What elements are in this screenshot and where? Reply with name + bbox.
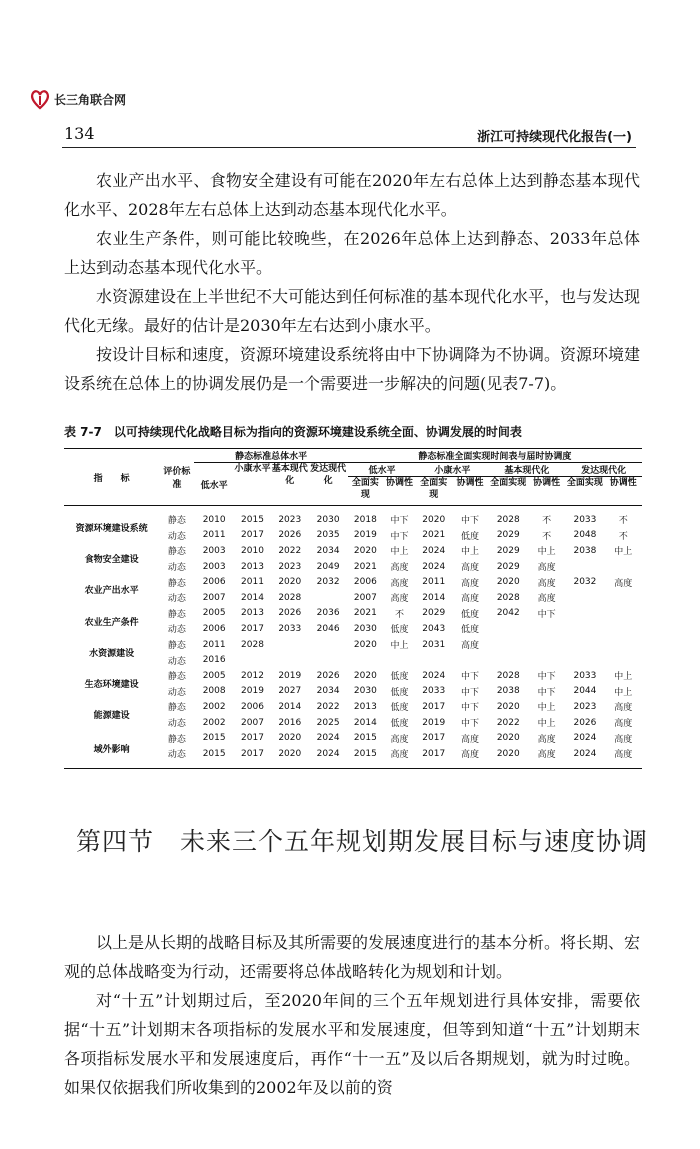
indicator-cell: 水资源建设 [89, 648, 135, 659]
table-cell: 中上 [390, 547, 409, 558]
table-cell: 2011 [241, 577, 264, 588]
table-cell: 2023 [573, 701, 597, 712]
eval-cell: 静态 [167, 609, 186, 620]
table-cell: 2020 [353, 639, 377, 650]
table-cell [605, 559, 642, 575]
table-cell: 2010 [241, 545, 264, 556]
table-cell: 2003 [202, 561, 226, 572]
table-cell: 2022 [316, 701, 340, 712]
table-cell [383, 652, 416, 668]
table-cell: 2024 [316, 748, 340, 759]
table-row [64, 543, 642, 559]
table-cell: 2033 [278, 623, 302, 634]
table-cell: 高度 [390, 563, 409, 574]
table-cell: 高度 [537, 594, 556, 605]
table-row [64, 574, 642, 590]
table-cell: 2044 [573, 686, 597, 697]
table-cell [271, 652, 308, 668]
sub-header-full: 全面实现 [490, 478, 527, 488]
table-cell: 2016 [202, 655, 226, 666]
indicator-cell: 农业生产条件 [84, 617, 139, 628]
table-cell: 2034 [316, 545, 340, 556]
table-cell: 低度 [460, 531, 479, 542]
paragraph: 按设计目标和速度，资源环境建设系统将由中下协调降为不协调。资源环境建设系统在总体上的协调发展仍是一个需要进一步解决的问题(见表7-7)。 [64, 345, 641, 393]
table-cell: 中上 [537, 703, 556, 714]
table-cell: 2049 [316, 561, 340, 572]
table-cell: 2019 [278, 670, 302, 681]
table-cell: 2034 [316, 686, 340, 697]
table-cell: 2026 [278, 530, 302, 541]
table-cell: 2028 [496, 592, 520, 603]
eval-cell: 静态 [167, 734, 186, 745]
table-cell: 中下 [460, 516, 479, 527]
table-cell: 低度 [390, 687, 409, 698]
table-cell [348, 652, 383, 668]
table-cell: 2026 [316, 670, 340, 681]
table-cell [416, 652, 451, 668]
table-cell: 2020 [353, 545, 377, 556]
table-cell: 2029 [496, 530, 520, 541]
table-cell: 2033 [573, 670, 597, 681]
table-cell: 2046 [316, 623, 340, 634]
indicator-cell: 农业产出水平 [84, 586, 139, 597]
table-cell: 中下 [460, 703, 479, 714]
level-header: 低水平 [348, 463, 416, 477]
table-cell: 高度 [537, 734, 556, 745]
table-cell: 2013 [353, 701, 377, 712]
table-cell: 2021 [353, 561, 377, 572]
paragraph: 水资源建设在上半世纪不大可能达到任何标准的基本现代化水平，也与发达现代化无缘。最好的估计是2030年左右达到小康水平。 [64, 287, 641, 335]
table-cell: 2019 [241, 686, 264, 697]
indicator-cell: 能源建设 [93, 711, 130, 722]
table-row [64, 637, 642, 653]
table-cell: 2023 [278, 514, 302, 525]
table-cell [605, 606, 642, 622]
table-cell: 2024 [422, 545, 446, 556]
paragraph: 农业生产条件，则可能比较晚些，在2026年总体上达到静态、2033年总体上达到动态基本现代化水平。 [64, 229, 640, 277]
level-header: 低水平 [200, 480, 228, 491]
table-cell: 高度 [614, 750, 633, 761]
table-cell: 2017 [422, 701, 446, 712]
table-cell: 2011 [202, 639, 226, 650]
eval-cell: 静态 [167, 703, 186, 714]
table-cell: 高度 [460, 734, 479, 745]
section-title: 第四节 未来三个五年规划期发展目标与速度协调 [76, 827, 649, 856]
table-cell: 2048 [573, 530, 597, 541]
table-cell: 2029 [422, 608, 446, 619]
table-cell: 2020 [496, 701, 520, 712]
table-cell: 2015 [353, 748, 377, 759]
table-cell: 2017 [422, 748, 446, 759]
table-cell [489, 652, 528, 668]
table-cell [528, 637, 565, 653]
table-cell: 高度 [537, 563, 556, 574]
table-cell: 中下 [390, 531, 409, 542]
paragraph: 农业产出水平、食物安全建设有可能在2020年左右总体上达到静态基本现代化水平、2028年左右总体上达到动态基本现代化水平。 [64, 171, 640, 219]
table-cell: 中下 [460, 719, 479, 730]
table-cell: 中下 [537, 609, 556, 620]
table-cell: 2033 [422, 686, 446, 697]
table-cell [489, 637, 528, 653]
table-cell: 2042 [496, 608, 520, 619]
table-cell [605, 652, 642, 668]
table-cell: 中上 [390, 641, 409, 652]
table-cell: 中上 [537, 719, 556, 730]
table-cell: 不 [618, 516, 628, 527]
table-cell: 中下 [460, 672, 479, 683]
table-cell: 2015 [353, 733, 377, 744]
sub-header-coord: 协调性 [386, 478, 414, 488]
table-cell: 2014 [278, 701, 302, 712]
running-head: 浙江可持续现代化报告(一) [477, 130, 632, 145]
table-cell: 中上 [614, 672, 633, 683]
eval-cell: 动态 [167, 531, 186, 542]
table-cell: 2020 [496, 577, 520, 588]
table-cell: 2017 [241, 748, 264, 759]
table-cell: 2013 [241, 608, 264, 619]
logo-text: 长三角联合网 [54, 92, 127, 107]
table-cell: 2030 [353, 686, 377, 697]
table-cell: 2020 [278, 748, 302, 759]
table-cell: 2011 [202, 530, 226, 541]
sub-header-full: 全面实现 [566, 478, 603, 488]
table-cell: 2028 [496, 514, 520, 525]
table-cell [528, 621, 565, 637]
table-cell: 低度 [390, 672, 409, 683]
table-cell: 中下 [390, 516, 409, 527]
table-cell: 高度 [460, 750, 479, 761]
table-cell: 2035 [316, 530, 340, 541]
table-cell: 2007 [353, 592, 377, 603]
table-cell: 2020 [278, 733, 302, 744]
eval-cell: 静态 [167, 516, 186, 527]
table-cell: 2024 [573, 733, 597, 744]
sub-header-coord: 协调性 [533, 478, 561, 488]
table-cell [451, 652, 488, 668]
paragraph: 对“十五”计划期过后，至2020年间的三个五年规划进行具体安排，需要依据“十五”计划期末各项指标的发展水平和发展速度，但等到知道“十五”计划期末各项指标发展水平和发展速度后，再作“十一五”及以后各期规划，就为时过晚。如果仅依据我们所收集到的2002年及以前的资 [64, 991, 640, 1097]
table-cell: 2005 [202, 608, 226, 619]
table-cell: 2026 [278, 608, 302, 619]
table-cell [489, 621, 528, 637]
table-cell: 中上 [537, 547, 556, 558]
table-cell: 2033 [573, 514, 597, 525]
table-cell: 高度 [614, 719, 633, 730]
indicator-cell: 资源环境建设系统 [75, 524, 148, 535]
table-cell: 2030 [316, 514, 340, 525]
table-cell: 中下 [537, 687, 556, 698]
table-cell [565, 621, 604, 637]
timetable-table [64, 448, 642, 769]
table-cell: 2019 [353, 530, 377, 541]
table-cell [605, 590, 642, 606]
eval-cell: 动态 [167, 687, 186, 698]
table-cell: 2007 [241, 717, 264, 728]
table-cell: 2011 [422, 577, 446, 588]
table-cell: 2022 [278, 545, 302, 556]
table-cell: 高度 [460, 563, 479, 574]
table-cell: 中下 [537, 672, 556, 683]
table-cell: 2020 [278, 577, 302, 588]
table-cell: 中上 [614, 547, 633, 558]
table-cell [565, 637, 604, 653]
table-cell: 2021 [353, 608, 377, 619]
table-cell: 2017 [241, 733, 264, 744]
table-cell: 2043 [422, 623, 446, 634]
table-cell: 2015 [241, 514, 264, 525]
table-cell: 2005 [202, 670, 226, 681]
table-cell: 2014 [241, 592, 264, 603]
table-cell: 不 [618, 531, 628, 542]
table-cell: 2030 [353, 623, 377, 634]
table-cell: 2032 [316, 577, 340, 588]
level-header: 小康水平 [416, 463, 488, 477]
table-cell [565, 559, 604, 575]
table-cell: 2002 [202, 717, 226, 728]
level-header: 基本现代化 [271, 464, 308, 486]
table-cell: 2026 [573, 717, 597, 728]
indicator-cell: 生态环境建设 [84, 680, 139, 691]
table-cell: 2010 [202, 514, 226, 525]
table-cell: 高度 [390, 750, 409, 761]
table-cell: 高度 [460, 594, 479, 605]
table-cell: 2021 [422, 530, 446, 541]
col-indicator-header: 指 标 [93, 473, 130, 484]
table-cell: 不 [542, 516, 552, 527]
table-cell: 2012 [241, 670, 264, 681]
table-cell: 2038 [496, 686, 520, 697]
table-cell: 2016 [278, 717, 302, 728]
table-cell: 2013 [241, 561, 264, 572]
eval-cell: 静态 [167, 547, 186, 558]
table-cell: 高度 [390, 594, 409, 605]
table-cell: 2020 [496, 748, 520, 759]
indicator-cell: 食物安全建设 [84, 555, 139, 566]
table-cell: 2006 [202, 623, 226, 634]
sub-header-coord: 协调性 [456, 478, 484, 488]
table-cell: 不 [395, 609, 405, 620]
col-eval-header: 评价标准 [163, 467, 191, 490]
eval-cell: 动态 [167, 594, 186, 605]
table-cell: 2015 [202, 733, 226, 744]
table-row [64, 730, 642, 746]
table-cell: 高度 [614, 703, 633, 714]
table-cell: 低度 [460, 625, 479, 636]
table-row [64, 699, 642, 715]
group-static-total-header: 静态标准总体水平 [194, 449, 347, 463]
site-logo [30, 88, 126, 110]
sub-header-full: 全面实现 [420, 478, 448, 500]
table-cell: 2002 [202, 701, 226, 712]
paragraph: 以上是从长期的战略目标及其所需要的发展速度进行的基本分析。将长期、宏观的总体战略变为行动，还需要将总体战略转化为规划和计划。 [64, 933, 641, 981]
table-cell [528, 652, 565, 668]
table-cell: 2024 [422, 670, 446, 681]
table-cell: 2017 [241, 530, 264, 541]
table-cell [308, 590, 347, 606]
table-cell: 高度 [537, 750, 556, 761]
table-row [64, 506, 642, 528]
eval-cell: 动态 [167, 719, 186, 730]
table-cell: 2022 [496, 717, 520, 728]
table-cell: 2006 [353, 577, 377, 588]
table-cell [271, 637, 308, 653]
table-cell: 高度 [460, 641, 479, 652]
table-cell: 2020 [353, 670, 377, 681]
table-cell: 高度 [614, 734, 633, 745]
eval-cell: 静态 [167, 672, 186, 683]
eval-cell: 静态 [167, 641, 186, 652]
table-cell: 2007 [202, 592, 226, 603]
heart-logo-icon [30, 88, 50, 110]
table-cell: 中上 [460, 547, 479, 558]
table-cell: 2032 [573, 577, 597, 588]
table-cell: 2014 [422, 592, 446, 603]
indicator-cell: 域外影响 [93, 745, 130, 756]
level-header: 小康水平 [234, 464, 271, 474]
table-cell: 2024 [316, 733, 340, 744]
body-text-bottom [64, 928, 640, 1102]
eval-cell: 动态 [167, 563, 186, 574]
table-cell: 2019 [422, 717, 446, 728]
table-cell: 2018 [353, 514, 377, 525]
header-rule [62, 147, 636, 148]
table-cell: 2008 [202, 686, 226, 697]
table-cell: 2031 [422, 639, 446, 650]
table-cell [565, 652, 604, 668]
table-cell: 2038 [573, 545, 597, 556]
table-cell: 低度 [390, 625, 409, 636]
table-cell: 高度 [614, 578, 633, 589]
table-cell: 低度 [390, 719, 409, 730]
table-cell: 高度 [390, 578, 409, 589]
table-cell: 2014 [353, 717, 377, 728]
table-cell: 中下 [460, 687, 479, 698]
table-cell: 2017 [422, 733, 446, 744]
page-number: 134 [64, 124, 95, 143]
table-cell: 2028 [278, 592, 302, 603]
table-cell: 2028 [241, 639, 264, 650]
table-cell [565, 606, 604, 622]
table-cell: 2029 [496, 561, 520, 572]
table-cell: 2006 [241, 701, 264, 712]
table-cell [565, 590, 604, 606]
level-header: 基本现代化 [489, 463, 566, 477]
table-cell: 2029 [496, 545, 520, 556]
sub-header-full: 全面实现 [351, 478, 379, 500]
table-cell: 2020 [496, 733, 520, 744]
table-cell: 2036 [316, 608, 340, 619]
table-cell: 2020 [422, 514, 446, 525]
table-cell: 高度 [460, 578, 479, 589]
table-cell: 2027 [278, 686, 302, 697]
table-cell: 不 [542, 531, 552, 542]
table-cell: 2025 [316, 717, 340, 728]
table-cell: 2006 [202, 577, 226, 588]
table-cell: 中上 [614, 687, 633, 698]
eval-cell: 动态 [167, 625, 186, 636]
table-row [64, 606, 642, 622]
table-cell [308, 637, 347, 653]
table-cell: 2023 [278, 561, 302, 572]
table-cell [234, 652, 271, 668]
table-cell [605, 637, 642, 653]
group-static-full-header: 静态标准全面实现时间表与届时协调度 [348, 449, 642, 463]
table-cell: 2017 [241, 623, 264, 634]
table-cell: 高度 [537, 578, 556, 589]
level-header: 发达现代化 [310, 464, 347, 486]
table-cell: 2024 [573, 748, 597, 759]
sub-header-coord: 协调性 [609, 478, 637, 488]
table-row [64, 668, 642, 684]
table-cell: 低度 [390, 703, 409, 714]
table-cell: 低度 [460, 609, 479, 620]
table-cell [308, 652, 347, 668]
eval-cell: 动态 [167, 656, 186, 667]
table-cell: 2003 [202, 545, 226, 556]
body-text-top [64, 166, 640, 398]
eval-cell: 动态 [167, 750, 186, 761]
eval-cell: 静态 [167, 578, 186, 589]
table-cell: 2024 [422, 561, 446, 572]
table-cell: 2028 [496, 670, 520, 681]
table-cell: 2015 [202, 748, 226, 759]
level-header: 发达现代化 [565, 463, 642, 477]
table-caption: 表 7-7 以可持续现代化战略目标为指向的资源环境建设系统全面、协调发展的时间表 [64, 425, 522, 439]
table-cell [605, 621, 642, 637]
table-cell: 高度 [390, 734, 409, 745]
